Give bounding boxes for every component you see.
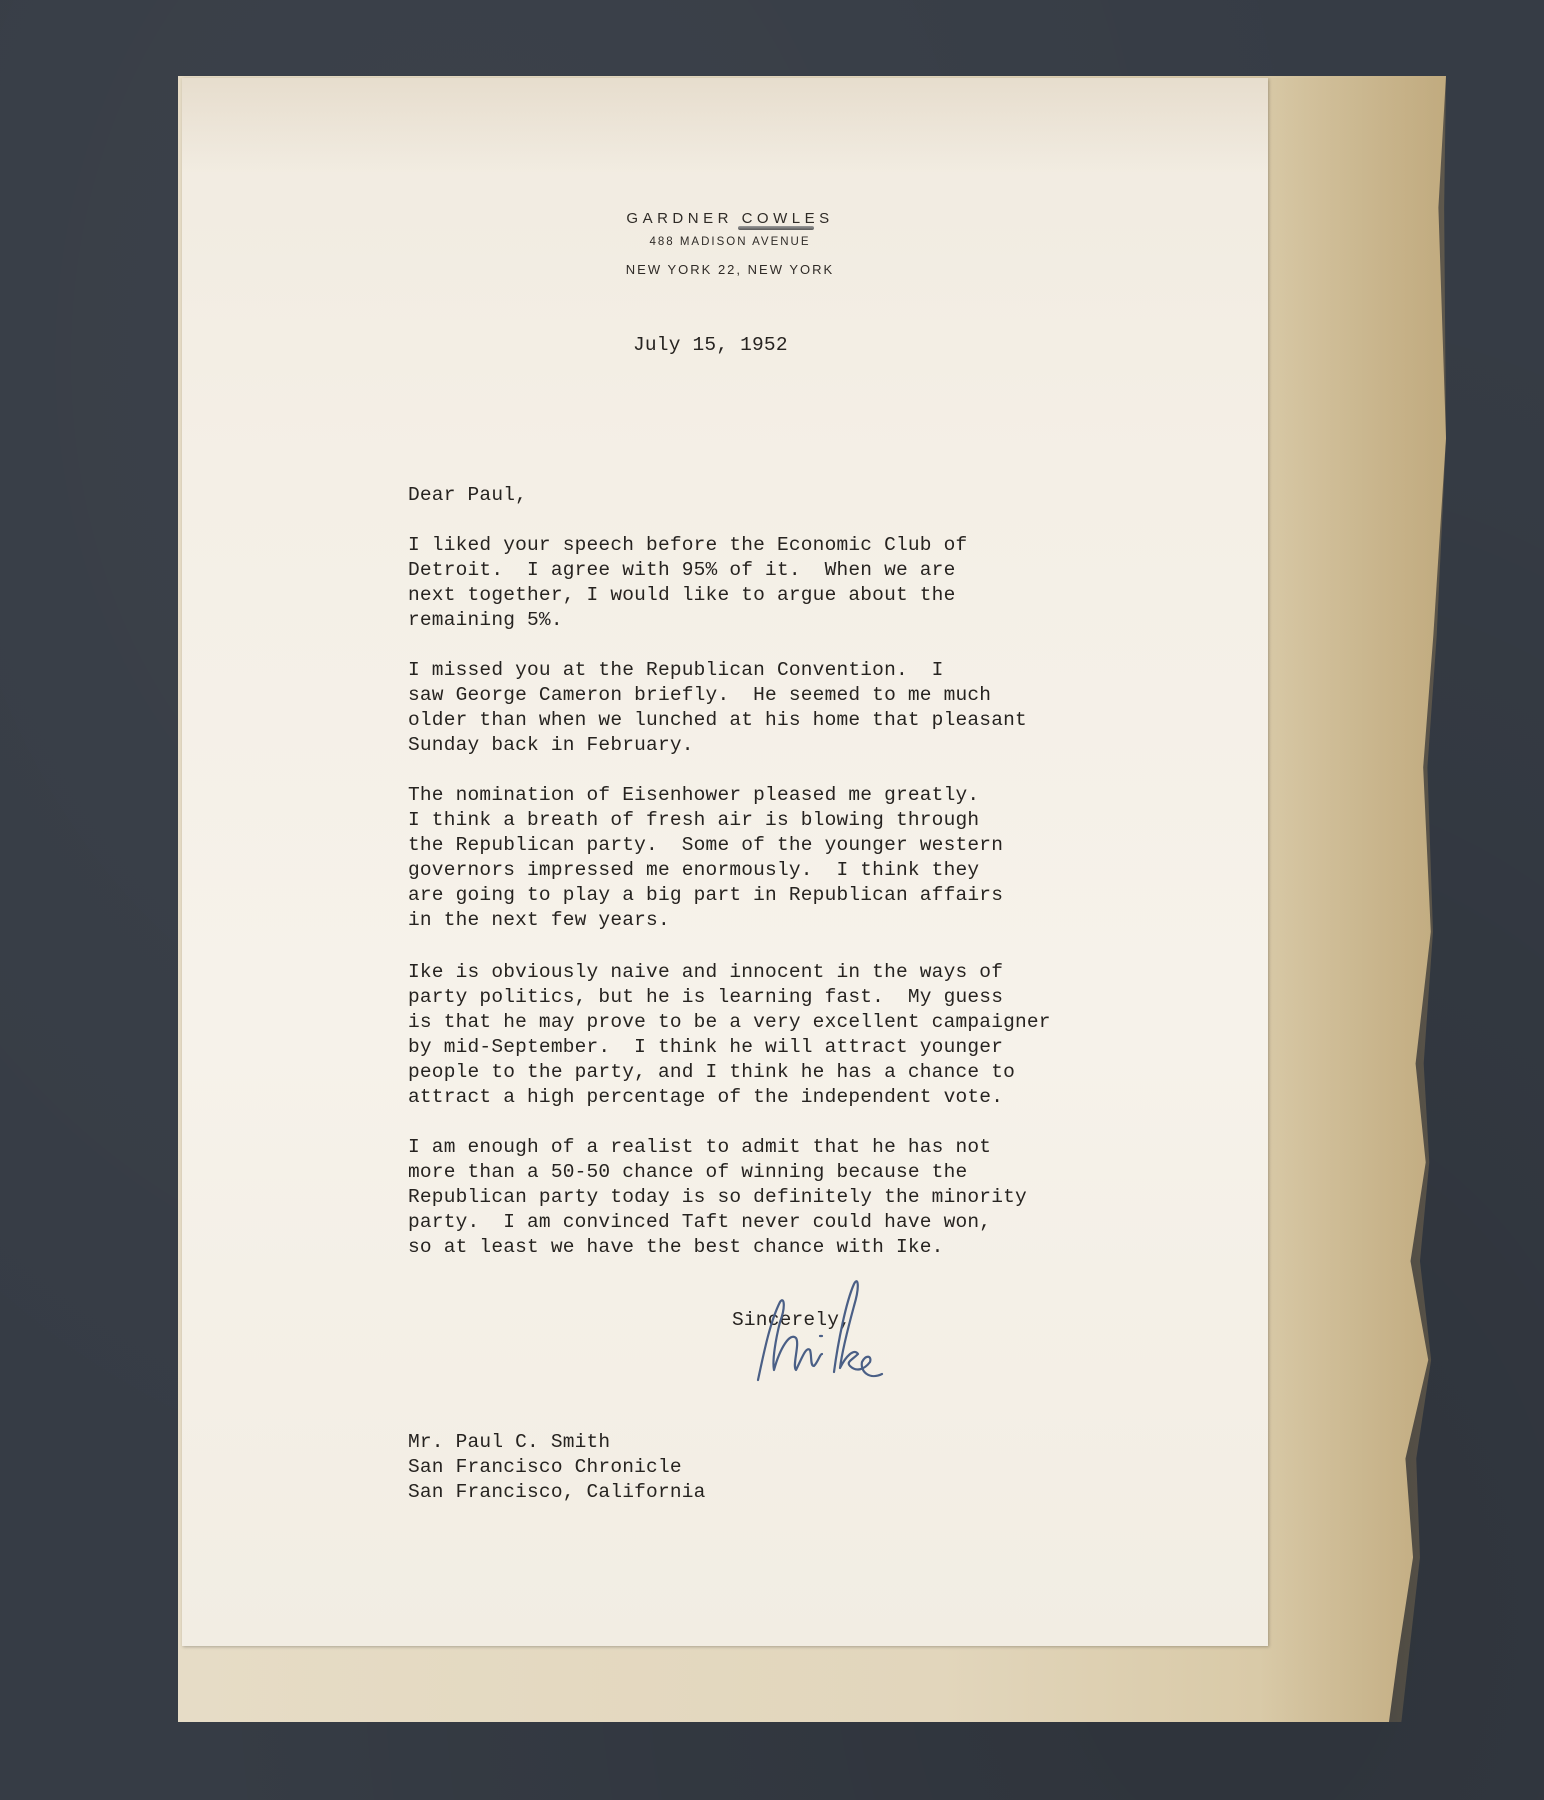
letter-top-discoloration xyxy=(182,78,1268,173)
paragraph-4: Ike is obviously naive and innocent in the ways of party politics, but he is learning fast. My guess is that he may prove to be a very excellent campaigner by mid-September. I think he will attract younger people to the party, and I think he has a chance to attract a high percentage of the independent vote. xyxy=(408,961,1051,1108)
letter-date: July 15, 1952 xyxy=(633,334,788,356)
salutation: Dear Paul, xyxy=(408,484,528,506)
letterhead-name: GARDNER COWLES xyxy=(626,210,834,227)
closing: Sincerely, xyxy=(732,1309,852,1331)
letterhead-street: 488 MADISON AVENUE xyxy=(649,236,811,248)
paragraph-3: The nomination of Eisenhower pleased me greatly. I think a breath of fresh air is blowing through the Republican party. Some of the younger western governors impressed me enormously. I think they are going to play a big part in Republican affairs in the next few years. xyxy=(408,784,1004,931)
paragraph-2: I missed you at the Republican Convention. I saw George Cameron briefly. He seemed to me much older than when we lunched at his home that pleasant Sunday back in February. xyxy=(408,659,1027,756)
handwritten-signature xyxy=(730,1262,910,1402)
paragraph-1: I liked your speech before the Economic Club of Detroit. I agree with 95% of it. When we are next together, I would like to argue about the remaining 5%. xyxy=(408,534,968,631)
letterhead-city: NEW YORK 22, NEW YORK xyxy=(625,262,835,277)
paragraph-5: I am enough of a realist to admit that he has not more than a 50-50 chance of winning because the Republican party today is so definitely the minority party. I am convinced Taft never could have won, so at least we have the best chance with Ike. xyxy=(408,1136,1027,1258)
recipient-address: Mr. Paul C. Smith San Francisco Chronicle San Francisco, California xyxy=(408,1431,706,1503)
